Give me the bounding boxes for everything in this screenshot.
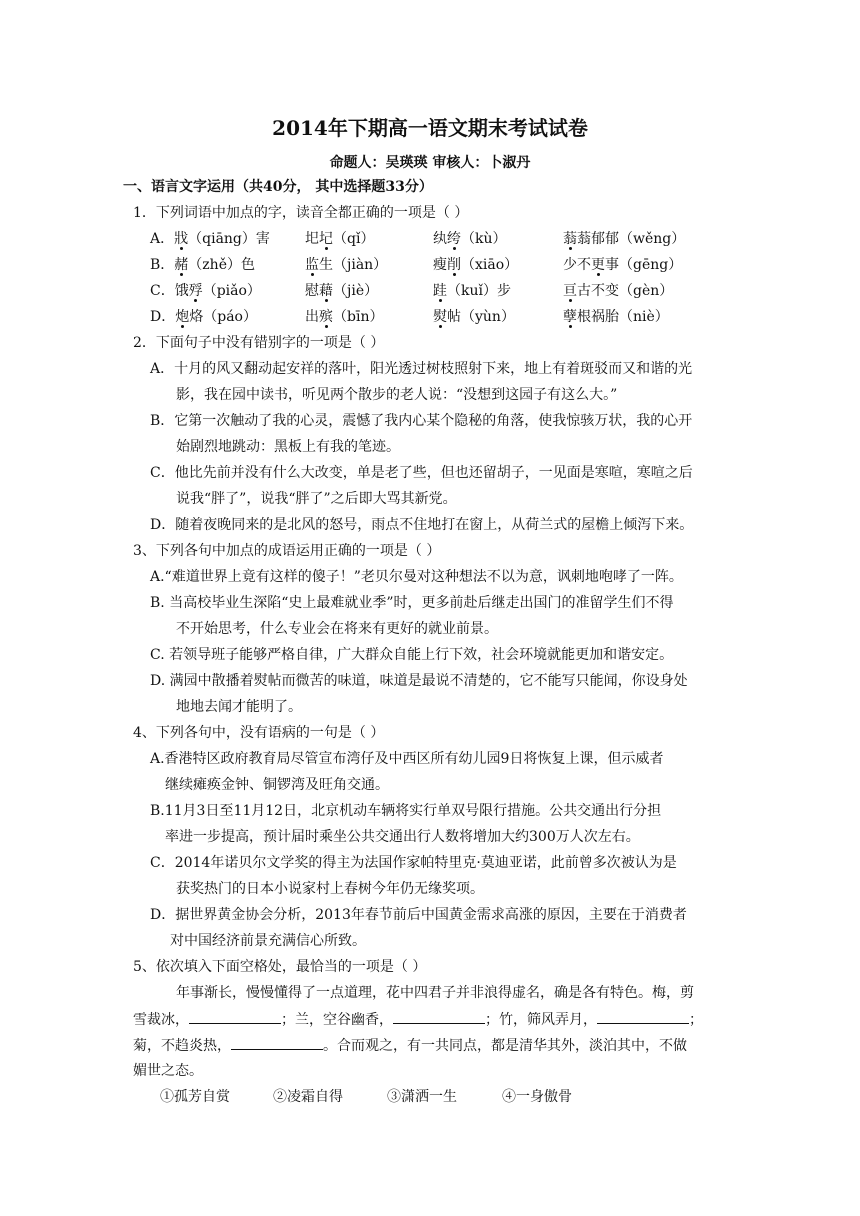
section-heading: 一、语言文字运用（共40分， 其中选择题33分） (123, 179, 433, 195)
q1-option-c-4: 亘古不变（gèn） (563, 283, 674, 299)
q3-option-a: A.“难道世界上竟有这样的傻子！”老贝尔曼对这种想法不以为意，讽刺地咆哮了一阵。 (150, 569, 683, 585)
q1-option-b-4: 少不更事（gēng） (563, 257, 683, 273)
q5-text-plum: 雪裁冰， (133, 1012, 189, 1028)
q5-text-orchid: ；兰，空谷幽香， (281, 1012, 393, 1028)
q1-option-b-1: B．赭（zhě）色 (150, 257, 255, 273)
q4-option-c-cont: 获奖热门的日本小说家村上春树今年仍无缘奖项。 (176, 881, 484, 897)
q2-option-d: D．随着夜晚同来的是北风的怒号，雨点不住地打在窗上，从荷兰式的屋檐上倾泻下来。 (150, 517, 694, 533)
q2-option-b-cont: 始剧烈地跳动：黑板上有我的笔迹。 (176, 439, 400, 455)
authors-line: 命题人：吴瑛瑛 审核人：卜淑丹 (329, 155, 531, 171)
q1-option-c-1: C．饿殍（piǎo） (150, 283, 261, 299)
fill-blank-4[interactable] (231, 1035, 323, 1050)
page-title: 2014年下期高一语文期末考试试卷 (272, 116, 588, 140)
q3-option-b: B. 当高校毕业生深陷“史上最难就业季”时，更多前赴后继走出国门的准留学生们不得 (150, 595, 674, 611)
question-2-stem: 2．下面句子中没有错别字的一项是（ ） (133, 335, 385, 351)
q5-passage-line-4: 媚世之态。 (133, 1063, 203, 1079)
q3-option-d-cont: 地地去闻才能明了。 (176, 699, 302, 715)
q5-passage-line-3 (133, 1035, 687, 1056)
q5-text-chrysanthemum: 菊，不趋炎热， (133, 1038, 231, 1054)
q5-text-summary: 。合而观之，有一共同点，都是清华其外，淡泊其中，不做 (323, 1038, 687, 1054)
question-1-stem: 1．下列词语中加点的字，读音全都正确的一项是（ ） (133, 205, 469, 221)
q1-option-d-3: 熨帖（yùn） (433, 309, 515, 325)
q2-option-a: A．十月的风又翻动起安祥的落叶，阳光透过树枝照射下来，地上有着斑驳而又和谐的光 (150, 361, 693, 377)
q4-option-c: C．2014年诺贝尔文学奖的得主为法国作家帕特里克·莫迪亚诺，此前曾多次被认为是 (150, 855, 677, 871)
question-4-stem: 4、下列各句中，没有语病的一句是（ ） (133, 725, 385, 741)
fill-blank-1[interactable] (189, 1009, 281, 1024)
q4-option-d: D．据世界黄金协会分析，2013年春节前后中国黄金需求高涨的原因，主要在于消费者 (150, 907, 687, 923)
q5-passage-line-1: 年事渐长，慢慢懂得了一点道理，花中四君子并非浪得虚名，确是各有特色。梅，剪 (176, 985, 694, 1001)
q5-passage-line-2 (133, 1009, 703, 1030)
q4-option-d-cont: 对中国经济前景充满信心所致。 (170, 933, 366, 949)
q2-option-c: C．他比先前并没有什么大改变，单是老了些，但也还留胡子，一见面是寒喧，寒喧之后 (150, 465, 693, 481)
q5-choice-1: ①孤芳自赏 (160, 1089, 230, 1105)
fill-blank-3[interactable] (597, 1009, 689, 1024)
q2-option-c-cont: 说我“胖了”，说我“胖了”之后即大骂其新党。 (176, 491, 457, 507)
question-3-stem: 3、下列各句中加点的成语运用正确的一项是（ ） (133, 543, 441, 559)
q1-option-c-3: 跬（kuǐ）步 (433, 283, 511, 299)
q1-option-a-2: 圯圮（qǐ） (305, 231, 375, 247)
q1-option-b-2: 监生（jiàn） (305, 257, 388, 273)
q5-choice-2: ②凌霜自得 (273, 1089, 343, 1105)
q5-choice-4: ④一身傲骨 (502, 1089, 572, 1105)
q3-option-c: C. 若领导班子能够严格自律，广大群众自能上行下效，社会环境就能更加和谐安定。 (150, 647, 674, 663)
q5-text-end: ； (689, 1012, 703, 1028)
q4-option-a: A.香港特区政府教育局尽管宣布湾仔及中西区所有幼儿园9日将恢复上课，但示威者 (150, 751, 664, 767)
q1-option-d-2: 出殡（bīn） (305, 309, 384, 325)
q4-option-a-cont: 继续瘫痪金钟、铜锣湾及旺角交通。 (165, 777, 389, 793)
q5-text-bamboo: ；竹，筛风弄月， (485, 1012, 597, 1028)
q1-option-a-3: 纨绔（kù） (433, 231, 507, 247)
q2-option-b: B．它第一次触动了我的心灵，震憾了我内心某个隐秘的角落，使我惊骇万状，我的心开 (150, 413, 693, 429)
question-5-stem: 5、依次填入下面空格处，最恰当的一项是（ ） (133, 959, 427, 975)
q1-option-d-1: D．炮烙（páo） (150, 309, 257, 325)
q2-option-a-cont: 影，我在园中读书，听见两个散步的老人说：“没想到这园子有这么大。” (176, 387, 618, 403)
q4-option-b: B.11月3日至11月12日，北京机动车辆将实行单双号限行措施。公共交通出行分担 (150, 803, 662, 819)
q1-option-a-4: 蓊蓊郁郁（wěng） (563, 231, 686, 247)
q1-option-c-2: 慰藉（jiè） (305, 283, 379, 299)
q4-option-b-cont: 率进一步提高，预计届时乘坐公共交通出行人数将增加大约300万人次左右。 (165, 829, 640, 845)
q1-option-a-1: A．戕（qiāng）害 (150, 231, 270, 247)
fill-blank-2[interactable] (393, 1009, 485, 1024)
q5-choice-3: ③潇洒一生 (387, 1089, 457, 1105)
q3-option-d: D. 满园中散播着熨帖而微苦的味道，味道是最说不清楚的，它不能写只能闻，你设身处 (150, 673, 688, 689)
q1-option-b-3: 瘦削（xiāo） (433, 257, 519, 273)
q1-option-d-4: 孽根祸胎（niè） (563, 309, 669, 325)
q3-option-b-cont: 不开始思考，什么专业会在将来有更好的就业前景。 (176, 621, 498, 637)
